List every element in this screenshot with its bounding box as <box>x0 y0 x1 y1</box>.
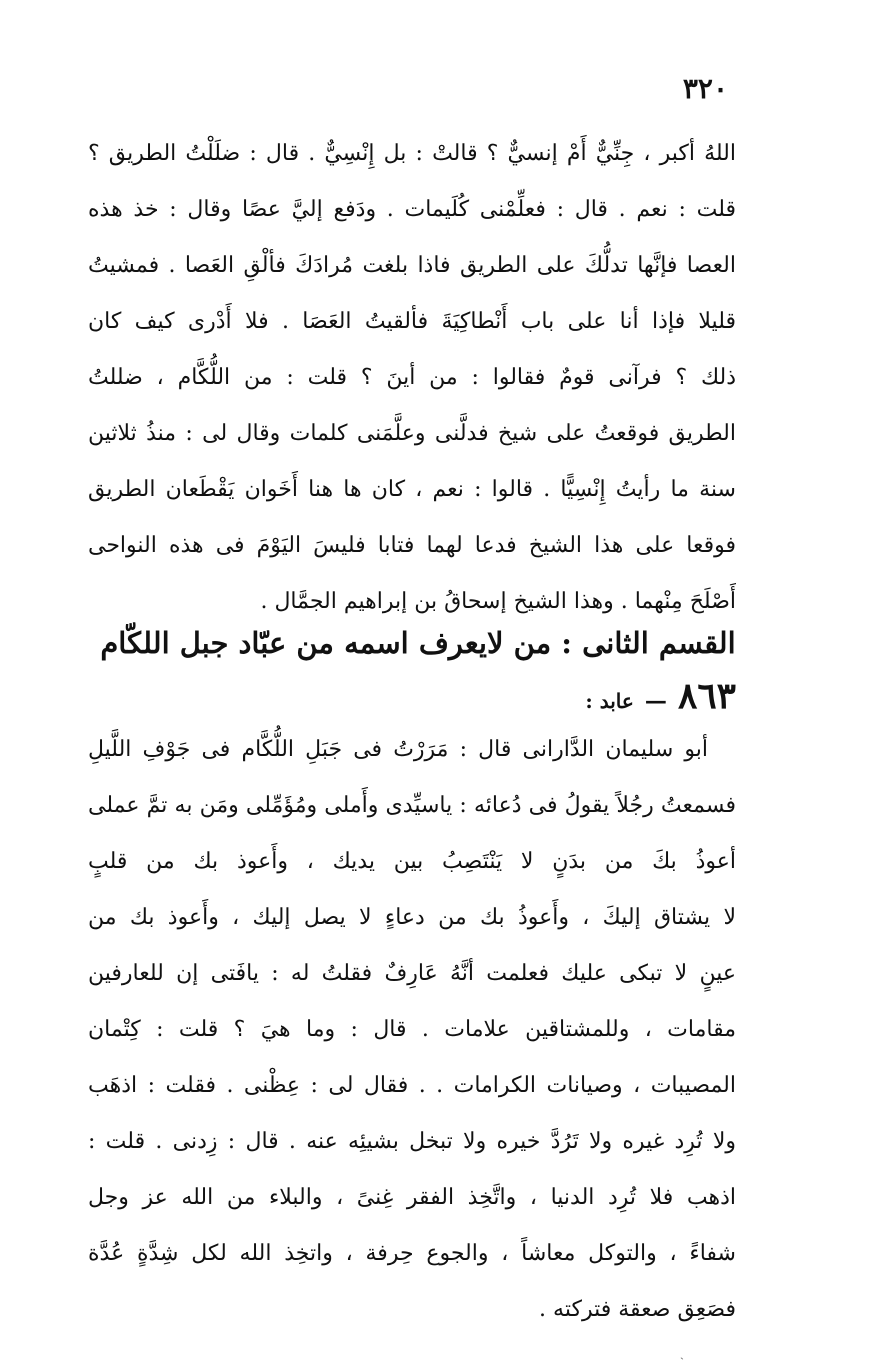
text-line: فوقعا على هذا الشيخ فدعا لهما فتابا فليسَ اليَوْمَ فى هذه النواحى <box>88 533 736 558</box>
text-line: اللهُ أكبر ، جِنِّيٌّ أَمْ إنسيٌّ ؟ قالتْ : بل إِنْسِيٌّ . قال : ضلَلْتُ الطريق ؟ <box>88 141 736 166</box>
paragraph-continued-text <box>88 126 736 630</box>
text-line: أَصْلَحَ مِنْهما . وهذا الشيخ إسحاقُ بن إبراهيم الجمَّال . <box>260 589 736 614</box>
text-line: ولا تُرِد غيره ولا تَرُدَّ خيره ولا تبخل بشيئِه عنه . قال : زِدنى . قلت : <box>88 1129 736 1154</box>
text-line: فسمعتُ رجُلاً يقولُ فى دُعائه : ياسيِّدى وأَملى ومُؤَمِّلى ومَن به تمَّ عملى <box>88 793 736 818</box>
text-line: قليلا فإذا أنا على باب أَنْطاكِيَةَ فألقيتُ العَصَا . فلا أَدْرى كيف كان <box>88 309 736 334</box>
text-line: أعوذُ بكَ من بدَنٍ لا يَنْتَصِبُ بين يديك ، وأَعوذ بك من قلبٍ <box>88 849 736 874</box>
text-line: عينٍ لا تبكى عليك فعلمت أنَّهُ عَارِفٌ فقلتُ له : يافَتى إن للعارفين <box>88 961 736 986</box>
entry-heading <box>480 670 736 729</box>
text-line: سنة ما رأيتُ إِنْسِيًّا . قالوا : نعم ، كان ها هنا أَخَوان يَقْطَعان الطريق <box>88 477 736 502</box>
text-line: مقامات ، وللمشتاقين علامات . قال : وما هيَ ؟ قلت : كِتْمان <box>88 1017 736 1042</box>
text-line: قلت : نعم . قال : فعلِّمْنى كُلَيمات . ودَفع إليَّ عصًا وقال : خذ هذه <box>88 197 736 222</box>
entry-number: ٨٦٣ <box>677 675 736 717</box>
text-line: الطريق فوقعتُ على شيخ فدلَّنى وعلَّمَنى كلمات وقال لى : منذُ ثلاثين <box>88 421 736 446</box>
text-line: شفاءً ، والتوكل معاشاً ، والجوع حِرفة ، واتخِذ الله لكل شِدَّةٍ عُدَّة <box>88 1241 736 1266</box>
text-line: لا يشتاق إليكَ ، وأَعوذُ بك من دعاءٍ لا يصل إليك ، وأَعوذ بك من <box>88 905 736 930</box>
page-number: ٣٢٠ <box>682 72 728 105</box>
text-line: اذهب فلا تُرِد الدنيا ، واتَّخِذ الفقر غِنىً ، والبلاء من الله عز وجل <box>88 1185 736 1210</box>
text-line: فصَعِق صعقة فتركته . <box>539 1297 736 1322</box>
paragraph-entry-text <box>88 722 736 1338</box>
entry-label: عابد : <box>585 689 634 713</box>
entry-dash: — <box>644 688 667 714</box>
text-line: أبو سليمان الدَّارانى قال : مَرَرْتُ فى جَبَلِ اللُّكَّام فى جَوْفِ اللَّيلِ <box>88 737 708 762</box>
section-heading: القسم الثانى : من لايعرف اسمه من عبّاد جبل اللكّام <box>100 626 736 660</box>
text-line: العصا فإنَّها تدلُّكَ على الطريق فاذا بلغت مُرادَكَ فألْقِ العَصا . فمشيتُ <box>88 253 736 278</box>
text-line: المصيبات ، وصيانات الكرامات . . فقال لى : عِظْنى . فقلت : اذهَب <box>88 1073 736 1098</box>
print-mark: ˎ <box>680 1346 684 1360</box>
text-line: ذلك ؟ فرآنى قومٌ فقالوا : من أينَ ؟ قلت : من اللُّكَّام ، ضللتُ <box>88 365 736 390</box>
